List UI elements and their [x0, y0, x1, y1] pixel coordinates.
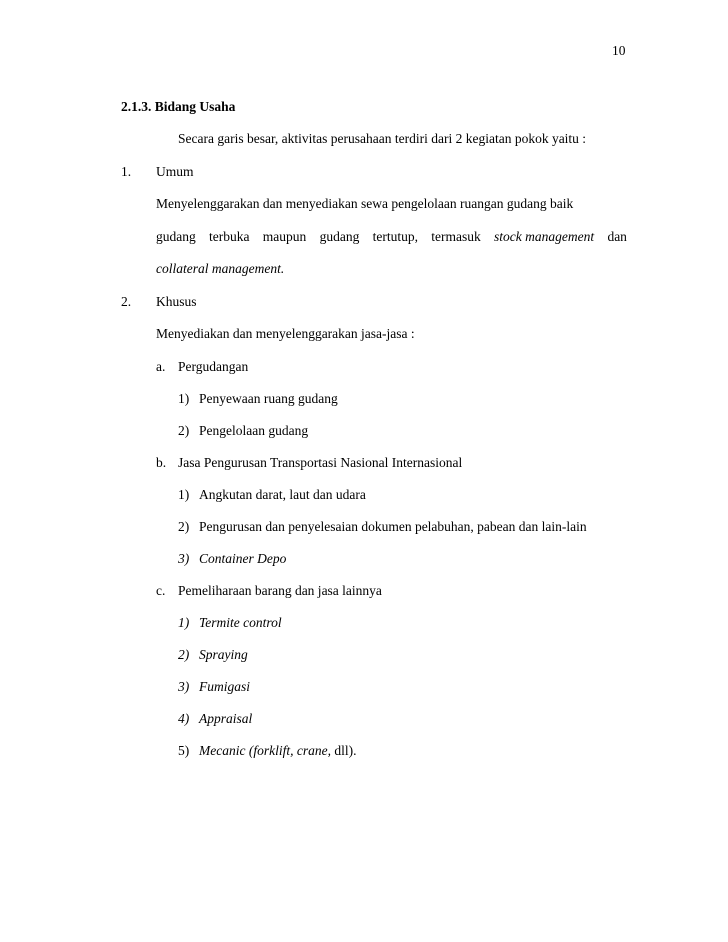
- section-heading: 2.1.3. Bidang Usaha: [121, 99, 236, 114]
- word: terbuka: [209, 229, 250, 244]
- list-item: Spraying: [199, 647, 248, 662]
- word: dan: [607, 229, 627, 244]
- list-item-num: 3): [178, 679, 190, 694]
- sublist-title-c: Pemeliharaan barang dan jasa lainnya: [178, 583, 382, 598]
- list-item-num: 1): [178, 487, 190, 502]
- list-number-1: 1.: [121, 164, 132, 179]
- list-item: Pengurusan dan penyelesaian dokumen pelabuhan, pabean dan lain-lain: [199, 519, 587, 534]
- italic-term: collateral management.: [156, 261, 285, 276]
- word: gudang: [319, 229, 360, 244]
- italic-term: stock management: [494, 229, 595, 244]
- item1-line3: [156, 261, 284, 277]
- list-item: Container Depo: [199, 551, 287, 566]
- list-item-num: 1): [178, 615, 190, 630]
- sublist-title-a: Pergudangan: [178, 359, 249, 374]
- italic-term: Mecanic (forklift, crane,: [199, 743, 331, 758]
- list-item: Penyewaan ruang gudang: [199, 391, 338, 406]
- list-item: [199, 743, 356, 759]
- sublist-label-b: b.: [156, 455, 167, 470]
- list-item: Angkutan darat, laut dan udara: [199, 487, 366, 502]
- list-item-num: 2): [178, 423, 190, 438]
- sublist-title-b: Jasa Pengurusan Transportasi Nasional Internasional: [178, 455, 463, 470]
- item2-desc: Menyediakan dan menyelenggarakan jasa-jasa :: [156, 326, 415, 341]
- word: tertutup,: [372, 229, 418, 244]
- sublist-label-c: c.: [156, 583, 166, 598]
- list-number-2: 2.: [121, 294, 132, 309]
- list-item-num: 2): [178, 519, 190, 534]
- list-item: Appraisal: [199, 711, 253, 726]
- item1-line2: [156, 229, 627, 245]
- list-item: Termite control: [199, 615, 282, 630]
- intro-paragraph: Secara garis besar, aktivitas perusahaan terdiri dari 2 kegiatan pokok yaitu :: [178, 131, 587, 146]
- word: maupun: [262, 229, 307, 244]
- list-item-num: 5): [178, 743, 190, 758]
- item2-title: Khusus: [156, 294, 197, 309]
- item1-title: Umum: [156, 164, 194, 179]
- word: gudang: [156, 229, 196, 244]
- list-item-suffix: dll).: [330, 743, 357, 758]
- sublist-label-a: a.: [156, 359, 166, 374]
- list-item-num: 4): [178, 711, 190, 726]
- word: termasuk: [431, 229, 481, 244]
- page-number: 10: [612, 43, 626, 58]
- item1-line1: Menyelenggarakan dan menyediakan sewa pengelolaan ruangan gudang baik: [156, 196, 574, 211]
- list-item: Pengelolaan gudang: [199, 423, 309, 438]
- list-item-num: 1): [178, 391, 190, 406]
- list-item: Fumigasi: [199, 679, 251, 694]
- list-item-num: 3): [178, 551, 190, 566]
- list-item-num: 2): [178, 647, 190, 662]
